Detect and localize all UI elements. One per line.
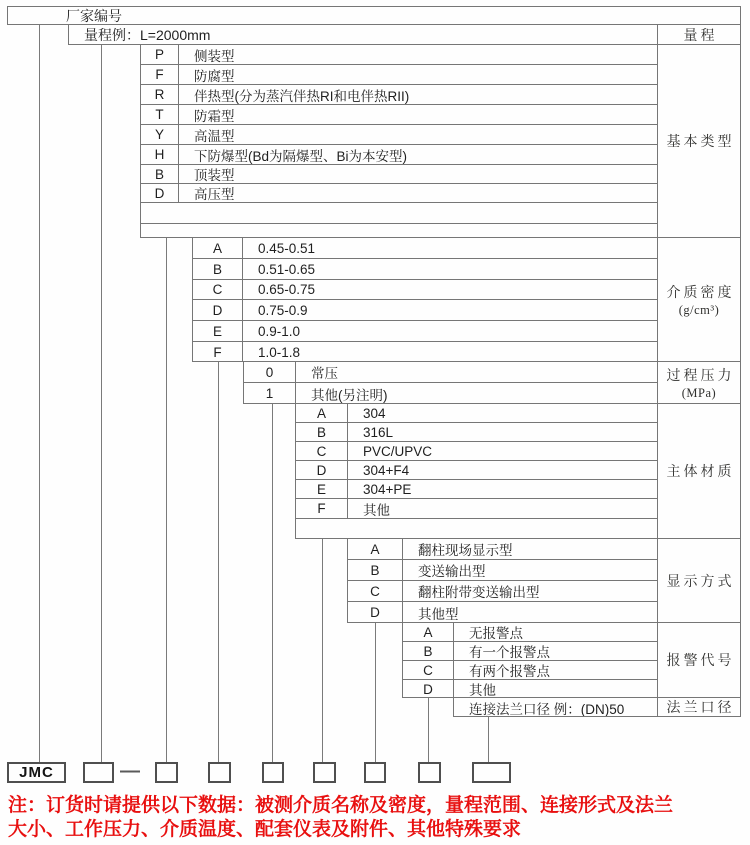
code-cell: H [141,145,179,164]
code-cell: C [296,442,348,460]
table-row [348,560,657,581]
desc-cell: 304 [363,405,386,421]
table-row [193,280,657,300]
desc-cell: 变送输出型 [418,564,486,579]
desc-cell: 翻柱附带变送输出型 [418,585,540,600]
desc-cell: 防霜型 [194,108,235,124]
table-row [348,539,657,560]
table-row [141,165,657,184]
section-pressure-table [243,362,658,404]
desc-cell: 伴热型(分为蒸汽伴热RI和电伴热RII) [194,88,410,104]
code-cell: F [193,342,243,362]
code-cell: D [296,461,348,479]
code-cell: A [348,539,403,559]
label-basic [657,45,741,238]
section-flange-table [453,698,658,717]
code-box-7 [418,762,441,783]
connector-line-density [218,362,219,762]
code-cell: F [141,65,179,84]
desc-cell: 翻柱现场显示型 [418,543,513,558]
connector-line-pressure [272,404,273,762]
section-label-text: 显示方式 [666,574,735,590]
table-row [244,383,657,404]
section-display-table [347,539,658,623]
connector-line-basic [166,238,167,762]
label-pressure [657,362,741,404]
section-density-table [192,238,658,362]
desc-cell: 316L [363,424,394,440]
code-cell: B [141,165,179,183]
desc-cell: 防腐型 [194,68,235,84]
code-cell: R [141,85,179,104]
desc-cell: 304+F4 [363,462,410,478]
code-cell: 1 [244,383,296,404]
empty-row [296,519,657,539]
code-cell: C [193,280,243,299]
table-row [296,480,657,499]
code-box-2 [155,762,178,783]
label-display [657,539,741,623]
table-row [296,404,657,423]
desc-cell: 0.51-0.65 [258,261,316,277]
desc-cell: 其他 [469,683,496,698]
range-row [68,25,658,45]
table-row [193,300,657,321]
table-row [348,581,657,602]
model-prefix-box: JMC [7,762,66,783]
code-cell: D [403,680,454,698]
desc-cell: 有两个报警点 [469,664,550,679]
desc-cell: 0.9-1.0 [258,323,301,339]
desc-cell: 其他型 [418,606,459,622]
code-cell: C [403,661,454,679]
table-row [141,125,657,145]
section-label-text: 主体材质 [666,465,735,480]
code-cell: T [141,105,179,124]
model-separator: — [120,760,140,782]
code-cell: Y [141,125,179,144]
connector-line-factory [39,25,40,763]
table-row [296,499,657,519]
desc-cell: 1.0-1.8 [258,344,301,360]
table-row [193,342,657,362]
section-material-table [295,404,658,539]
code-cell: D [141,184,179,202]
table-row [403,661,657,680]
code-cell: C [348,581,403,601]
section-label-text: 过程压力 [666,368,735,384]
code-cell: E [296,480,348,498]
table-row [141,85,657,105]
desc-cell: 下防爆型(Bd为隔爆型、Bi为本安型) [194,148,408,164]
desc-cell: 有一个报警点 [469,645,550,660]
code-cell: D [348,602,403,623]
table-row [296,442,657,461]
code-cell: A [403,623,454,641]
code-cell: B [348,560,403,580]
connector-line-alarm [428,698,429,762]
code-box-6 [364,762,386,783]
empty-row [141,203,657,224]
code-box-1 [83,762,114,783]
table-row [141,184,657,203]
desc-cell: 侧装型 [194,48,235,64]
table-row [193,238,657,259]
table-row [141,45,657,65]
label-flange [657,698,741,717]
connector-line-flange [488,717,489,762]
table-row [296,461,657,480]
section-label-text: 介质密度 [666,285,735,301]
section-alarm-table [402,623,658,698]
table-row [296,423,657,442]
label-density [657,238,741,362]
code-box-8 [472,762,511,783]
desc-cell: 其他 [363,502,390,518]
factory-code-label: 厂家编号 [66,7,122,24]
table-row [454,698,657,717]
code-cell: A [296,404,348,422]
label-alarm [657,623,741,698]
table-row [348,602,657,623]
desc-cell: 其他(另注明) [311,387,388,403]
desc-cell: 顶装型 [194,168,235,183]
label-range [657,25,741,45]
range-example-text: 量程例：L=2000mm [84,26,211,43]
code-box-4 [262,762,284,783]
desc-cell: 常压 [311,366,338,381]
section-label-unit: (MPa) [681,385,717,400]
desc-cell: 0.65-0.75 [258,282,316,297]
label-material [657,404,741,539]
table-row [193,259,657,280]
code-cell: B [403,642,454,660]
desc-cell: 304+PE [363,481,412,497]
code-cell: E [193,321,243,341]
empty-row [141,224,657,238]
table-row [141,105,657,125]
order-note [8,794,748,842]
code-cell: D [193,300,243,320]
section-label-text: 基本类型 [666,135,735,150]
desc-cell: 连接法兰口径 例：(DN)50 [469,701,625,717]
connector-line-display [375,623,376,762]
section-label-unit: (g/cm³) [678,302,720,317]
desc-cell: 0.45-0.51 [258,240,316,256]
code-cell: P [141,45,179,64]
code-cell: 0 [244,362,296,382]
order-note-line-1: 注：订货时请提供以下数据：被测介质名称及密度，量程范围、连接形式及法兰 [8,795,674,816]
order-note-line-2: 大小、工作压力、介质温度、配套仪表及附件、其他特殊要求 [8,819,522,840]
code-box-5 [313,762,336,783]
table-row [244,362,657,383]
code-box-3 [208,762,231,783]
table-row [403,623,657,642]
code-cell: B [193,259,243,279]
code-cell: F [296,499,348,518]
section-label-text: 报警代号 [666,654,735,669]
connector-line-range [101,45,102,762]
desc-cell: 高温型 [194,128,235,144]
table-row [403,680,657,698]
code-cell: A [193,238,243,258]
section-basic-table [140,45,658,238]
desc-cell: PVC/UPVC [363,443,433,459]
section-label-text: 量程 [683,28,718,44]
table-row [193,321,657,342]
desc-cell: 无报警点 [469,626,523,641]
desc-cell: 高压型 [194,187,235,202]
code-cell: B [296,423,348,441]
factory-code-row [7,6,741,25]
connector-line-material [322,539,323,762]
table-row [141,145,657,165]
desc-cell: 0.75-0.9 [258,302,308,318]
section-label-text: 法兰口径 [666,701,735,716]
table-row [403,642,657,661]
table-row [141,65,657,85]
